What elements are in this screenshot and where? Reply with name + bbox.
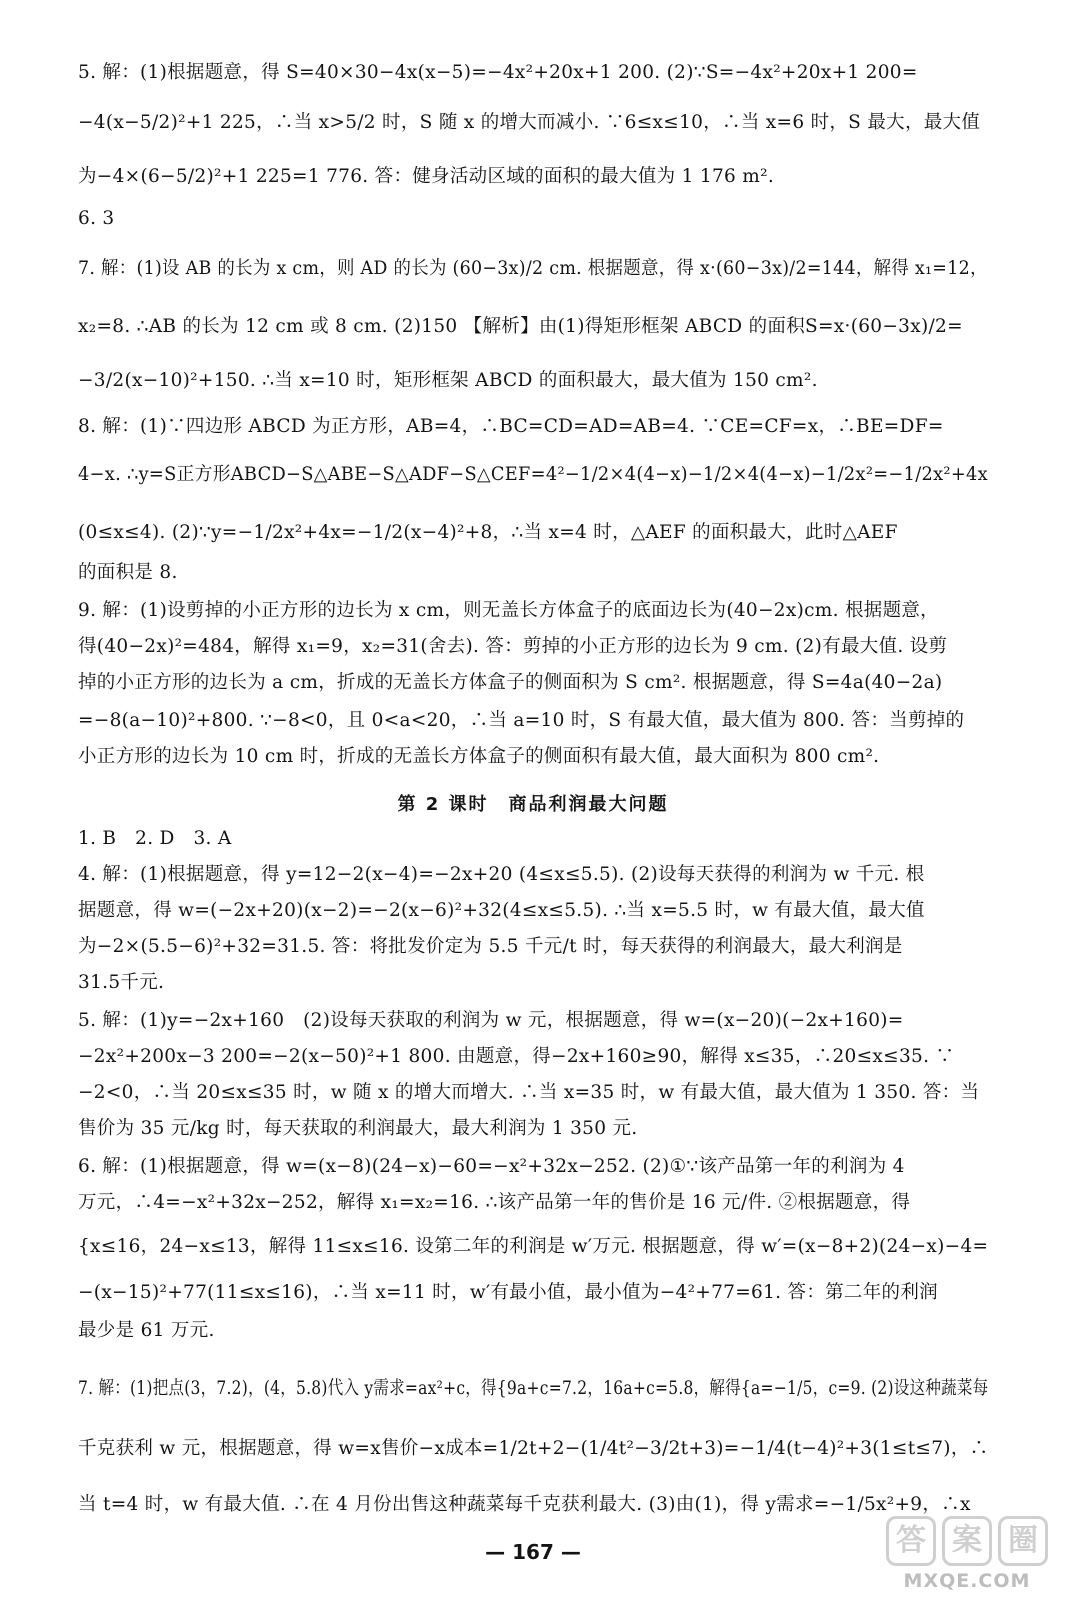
text-line: (0≤x≤4). (2)∵y=−1/2x²+4x=−1/2(x−4)²+8，∴当 x=4 时，△AEF 的面积最大，此时△AEF: [78, 522, 898, 543]
text-line: 万元，∴4=−x²+32x−252，解得 x₁=x₂=16. ∴该产品第一年的售价是 16 元/件. ②根据题意，得: [78, 1192, 911, 1213]
text-line: 7. 解：(1)设 AB 的长为 x cm，则 AD 的长为 (60−3x)/2 cm. 根据题意，得 x·(60−3x)/2=144，解得 x₁=12，: [78, 258, 988, 279]
text-line: 1. B 2. D 3. A: [78, 828, 232, 849]
text-line: −3/2(x−10)²+150. ∴当 x=10 时，矩形框架 ABCD 的面积最大，最大值为 150 cm².: [78, 370, 818, 391]
text-line: 千克获利 w 元，根据题意，得 w=x售价−x成本=1/2t+2−(1/4t²−3/2t+3)=−1/4(t−4)²+3(1≤t≤7)，∴: [78, 1438, 989, 1459]
text-line: −2<0，∴当 20≤x≤35 时，w 随 x 的增大而增大. ∴当 x=35 时，w 有最大值，最大值为 1 350. 答：当: [78, 1082, 980, 1103]
text-line: −(x−15)²+77(11≤x≤16)，∴当 x=11 时，w′有最小值，最小值为−4²+77=61. 答：第二年的利润: [78, 1282, 938, 1303]
text-line: −2x²+200x−3 200=−2(x−50)²+1 800. 由题意，得−2x+160≥90，解得 x≤35，∴20≤x≤35. ∵: [78, 1046, 955, 1067]
text-line: 为−4×(6−5/2)²+1 225=1 776. 答：健身活动区域的面积的最大值为 1 176 m².: [78, 166, 775, 187]
text-line: 为−2×(5.5−6)²+32=31.5. 答：将批发价定为 5.5 千元/t 时，每天获得的利润最大，最大利润是: [78, 936, 903, 957]
text-line: 售价为 35 元/kg 时，每天获取的利润最大，最大利润为 1 350 元.: [78, 1118, 638, 1139]
text-line: 31.5千元.: [78, 972, 165, 993]
text-line: 5. 解：(1)y=−2x+160 (2)设每天获取的利润为 w 元，根据题意，得 w=(x−20)(−2x+160)=: [78, 1010, 904, 1031]
text-line: {x≤16，24−x≤13，解得 11≤x≤16. 设第二年的利润是 w′万元. 根据题意，得 w′=(x−8+2)(24−x)−4=: [78, 1236, 989, 1257]
text-line: x₂=8. ∴AB 的长为 12 cm 或 8 cm. (2)150 【解析】由(1)得矩形框架 ABCD 的面积S=x·(60−3x)/2=: [78, 316, 963, 337]
text-line: 4−x. ∴y=S正方形ABCD−S△ABE−S△ADF−S△CEF=4²−1/2×4(4−x)−1/2×4(4−x)−1/2x²=−1/2x²+4x: [78, 464, 988, 485]
page-number: — 167 —: [485, 1540, 581, 1564]
text-line: 小正方形的边长为 10 cm 时，折成的无盖长方体盒子的侧面积有最大值，最大面积为 800 cm².: [78, 746, 880, 767]
watermark-char: 案: [942, 1516, 992, 1566]
text-line: 6. 3: [78, 208, 115, 229]
text-line: 6. 解：(1)根据题意，得 w=(x−8)(24−x)−60=−x²+32x−252. (2)①∵该产品第一年的利润为 4: [78, 1156, 905, 1177]
text-line: 当 t=4 时，w 有最大值. ∴在 4 月份出售这种蔬菜每千克获利最大. (3)由(1)，得 y需求=−1/5x²+9，∴x: [78, 1494, 971, 1515]
text-line: 掉的小正方形的边长为 a cm，折成的无盖长方体盒子的侧面积为 S cm². 根据题意，得 S=4a(40−2a): [78, 672, 943, 693]
text-line: 8. 解：(1)∵四边形 ABCD 为正方形，AB=4，∴BC=CD=AD=AB=4. ∵CE=CF=x，∴BE=DF=: [78, 416, 944, 437]
text-line: =−8(a−10)²+800. ∵−8<0，且 0<a<20，∴当 a=10 时，S 有最大值，最大值为 800. 答：当剪掉的: [78, 710, 965, 731]
text-line: 的面积是 8.: [78, 562, 178, 583]
watermark-char: 圈: [998, 1516, 1048, 1566]
text-line: 7. 解：(1)把点(3，7.2)，(4，5.8)代入 y需求=ax²+c，得{9a+c=7.2，16a+c=5.8，解得{a=−1/5，c=9. (2)设这种蔬菜每: [78, 1378, 989, 1399]
watermark-url: MXQE.COM: [903, 1570, 1031, 1592]
watermark-logo: [886, 1516, 1048, 1592]
text-line: 9. 解：(1)设剪掉的小正方形的边长为 x cm，则无盖长方体盒子的底面边长为(40−2x)cm. 根据题意，: [78, 600, 939, 621]
text-line: 最少是 61 万元.: [78, 1320, 215, 1341]
section-title: 第 2 课时 商品利润最大问题: [397, 794, 669, 815]
text-line: 据题意，得 w=(−2x+20)(x−2)=−2(x−6)²+32(4≤x≤5.5). ∴当 x=5.5 时，w 有最大值，最大值: [78, 900, 925, 921]
text-line: 4. 解：(1)根据题意，得 y=12−2(x−4)=−2x+20 (4≤x≤5.5). (2)设每天获得的利润为 w 千元. 根: [78, 864, 925, 885]
text-line: 5. 解：(1)根据题意，得 S=40×30−4x(x−5)=−4x²+20x+1 200. (2)∵S=−4x²+20x+1 200=: [78, 62, 918, 83]
text-line: 得(40−2x)²=484，解得 x₁=9，x₂=31(舍去). 答：剪掉的小正方形的边长为 9 cm. (2)有最大值. 设剪: [78, 636, 948, 657]
watermark-char: 答: [886, 1516, 936, 1566]
text-line: −4(x−5/2)²+1 225，∴当 x>5/2 时，S 随 x 的增大而减小. ∵6≤x≤10，∴当 x=6 时，S 最大，最大值: [78, 112, 981, 133]
